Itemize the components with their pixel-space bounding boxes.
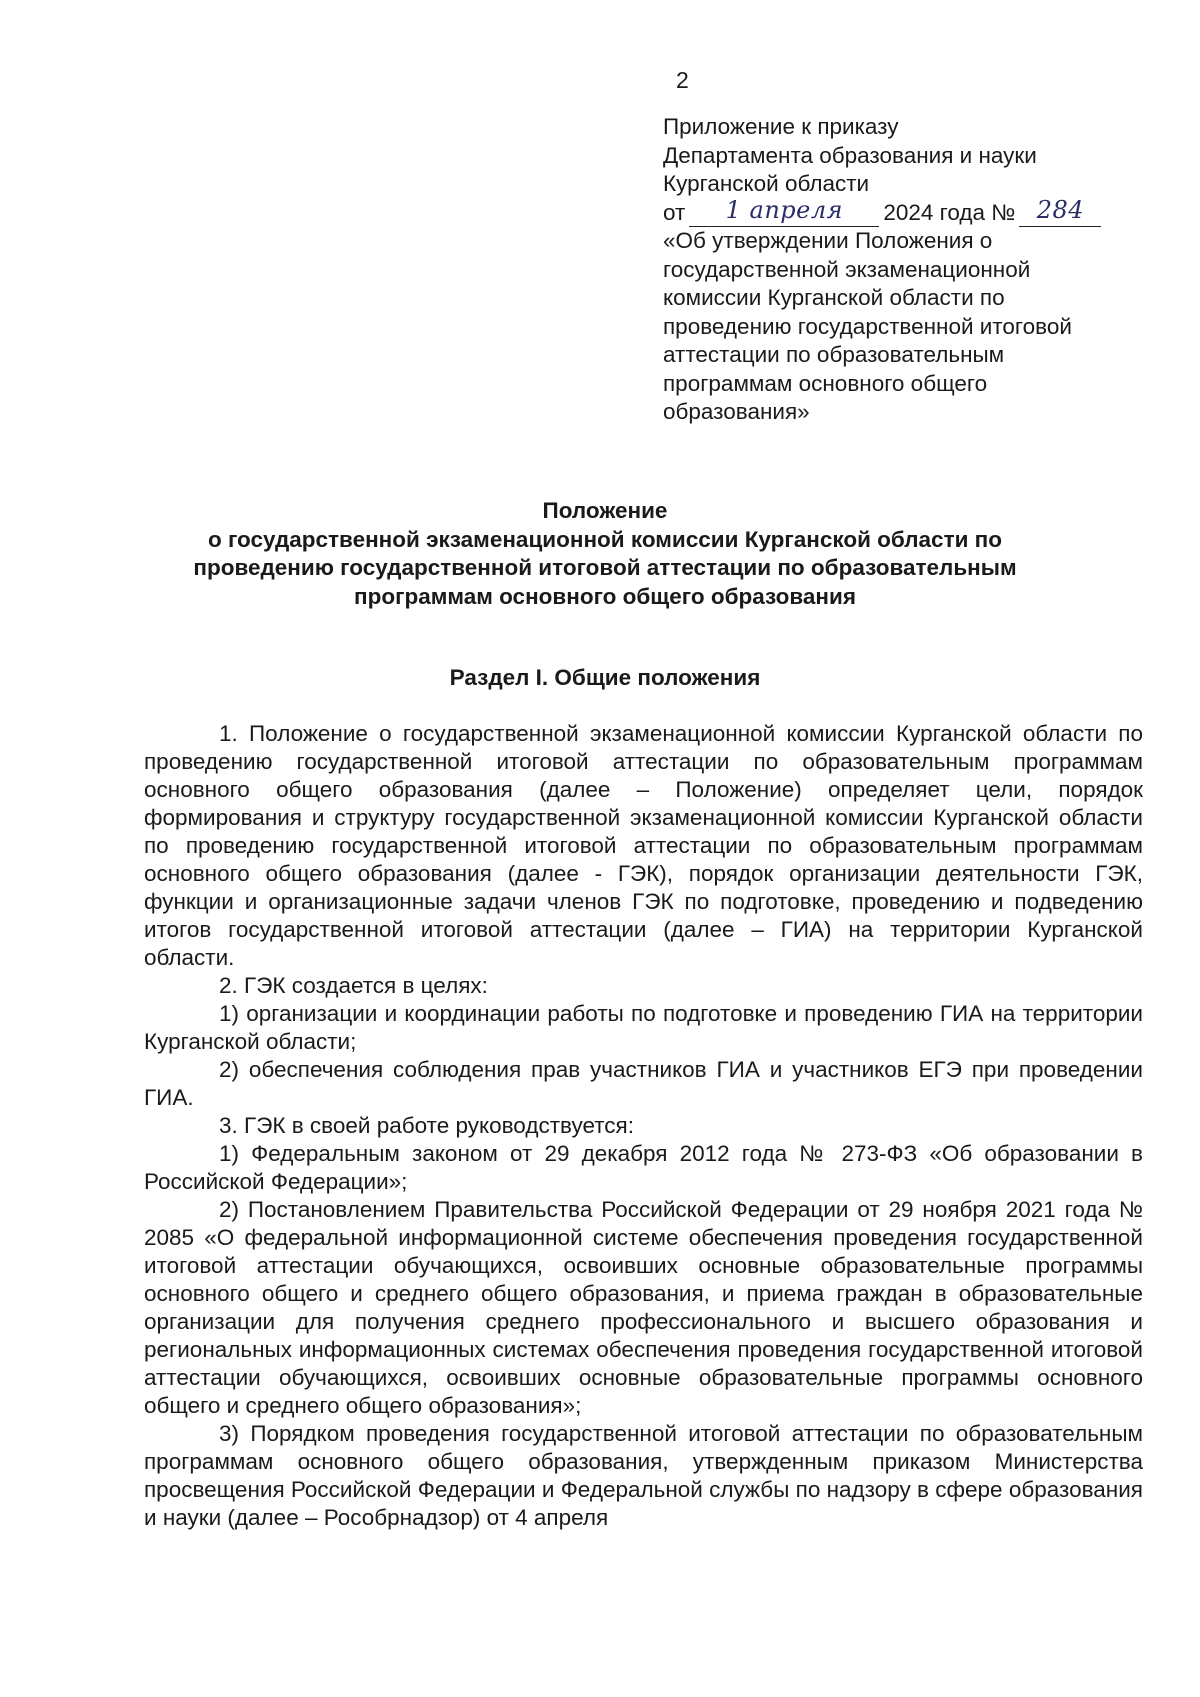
- appendix-subject-line: комиссии Курганской области по: [663, 285, 1005, 310]
- date-fill-line: [689, 196, 879, 227]
- title-line: проведению государственной итоговой аттестации по образовательным: [193, 555, 1017, 580]
- number-fill-line: [1019, 196, 1101, 227]
- appendix-subject-line: проведению государственной итоговой: [663, 313, 1072, 339]
- section-title: Раздел I. Общие положения: [449, 665, 761, 690]
- year-label: 2024 года №: [883, 199, 1016, 225]
- paragraph: 3) Порядком проведения государственной итоговой аттестации по образовательным программам основного общего образования, утвержденным приказом Министерства просвещения Российской Федерации и Федеральной службы по надзору в сфере образования и науки (далее – Рособрнадзор) от 4 апреля: [144, 1421, 1143, 1530]
- from-label: от: [663, 199, 686, 225]
- title-line: программам основного общего образования: [354, 583, 856, 609]
- appendix-subject-line: образования»: [663, 399, 810, 424]
- page-number: 2: [676, 67, 689, 93]
- paragraph: 1) организации и координации работы по подготовке и проведению ГИА на территории Курганской области;: [144, 1001, 1143, 1054]
- appendix-subject-line: программам основного общего: [663, 370, 988, 396]
- appendix-line-1: Приложение к приказу: [663, 114, 899, 139]
- title-line: Положение: [542, 498, 668, 523]
- title-line: о государственной экзаменационной комиссии Курганской области по: [207, 526, 1002, 552]
- paragraph: 2. ГЭК создается в целях:: [219, 973, 488, 998]
- appendix-line-2: Департамента образования и науки: [663, 142, 1037, 168]
- paragraph: 1. Положение о государственной экзаменационной комиссии Курганской области по проведению государственной итоговой аттестации по образовательным программам основного общего образования (далее – Положение) определяет цели, порядок формирования и структуру государственной экзаменационной комиссии Курганской области по проведению государственной итоговой аттестации по образовательным программам основного общего образования (далее - ГЭК), порядок организации деятельности ГЭК, функции и организационные задачи членов ГЭК по подготовке, проведению и подведению итогов государственной итоговой аттестации (далее – ГИА) на территории Курганской области.: [144, 721, 1143, 970]
- appendix-line-3: Курганской области: [663, 171, 870, 196]
- appendix-date-line: [663, 196, 1133, 228]
- handwritten-date: 1 апреля: [725, 196, 844, 224]
- appendix-header: [663, 113, 1133, 427]
- paragraph: 2) обеспечения соблюдения прав участников ГИА и участников ЕГЭ при проведении ГИА.: [144, 1057, 1143, 1110]
- paragraph: 2) Постановлением Правительства Российской Федерации от 29 ноября 2021 года № 2085 «О федеральной информационной системе обеспечения проведения государственной итоговой аттестации обучающихся, освоивших основные образовательные программы основного общего и среднего общего образования, и приема граждан в образовательные организации для получения среднего профессионального и высшего образования и региональных информационных системах обеспечения проведения государственной итоговой аттестации обучающихся, освоивших основные образовательные программы основного общего и среднего общего образования»;: [144, 1197, 1143, 1418]
- paragraph: 1) Федеральным законом от 29 декабря 2012 года № 273-ФЗ «Об образовании в Российской Федерации»;: [144, 1141, 1143, 1194]
- document-title: [120, 497, 1090, 611]
- appendix-subject-line: аттестации по образовательным: [663, 342, 1005, 367]
- appendix-subject-line: «Об утверждении Положения о: [663, 228, 993, 253]
- document-body: [144, 720, 1143, 1532]
- handwritten-number: 284: [1036, 196, 1085, 224]
- appendix-subject-line: государственной экзаменационной: [663, 256, 1031, 282]
- paragraph: 3. ГЭК в своей работе руководствуется:: [219, 1113, 634, 1138]
